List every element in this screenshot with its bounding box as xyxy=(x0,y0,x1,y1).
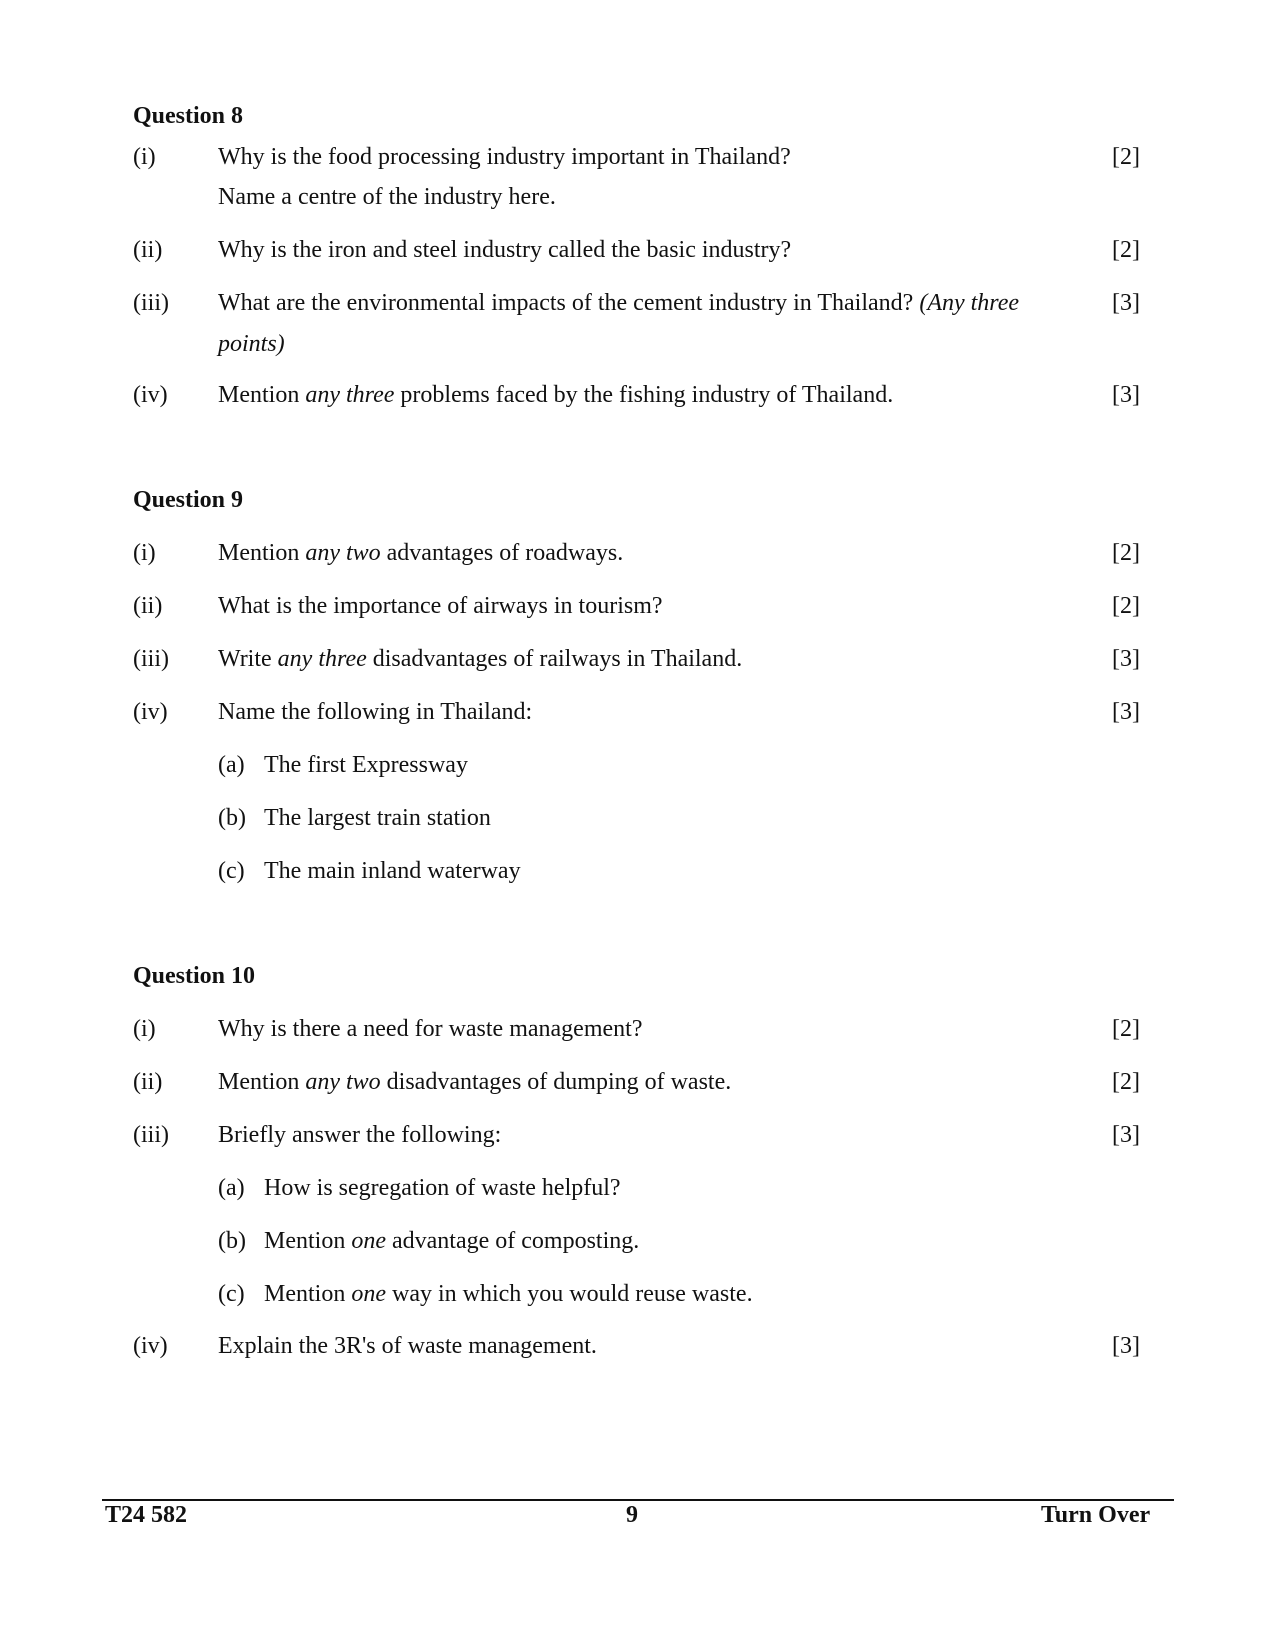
paper-code: T24 582 xyxy=(105,1502,188,1528)
q9-ii-mark: [2] xyxy=(1112,593,1140,619)
q8-iv-mark: [3] xyxy=(1112,382,1140,408)
q8-ii-text: Why is the iron and steel industry called the basic industry? xyxy=(218,237,792,263)
q10-sub-b-letter: (b) xyxy=(218,1228,246,1254)
q8-i-text: Why is the food processing industry important in Thailand? xyxy=(218,144,791,170)
q8-iii-number: (iii) xyxy=(133,290,169,316)
footer-rule xyxy=(102,1499,1174,1501)
q10-sub-b-text: Mention one advantage of composting. xyxy=(264,1228,640,1254)
q10-iii-number: (iii) xyxy=(133,1122,169,1148)
q10-sub-a-text: How is segregation of waste helpful? xyxy=(264,1175,621,1201)
q10-i-number: (i) xyxy=(133,1016,156,1042)
q9-iii-text: Write any three disadvantages of railways in Thailand. xyxy=(218,646,743,672)
q10-sub-c-text: Mention one way in which you would reuse waste. xyxy=(264,1281,753,1307)
question-8-heading: Question 8 xyxy=(133,103,244,129)
q10-iv-number: (iv) xyxy=(133,1333,168,1359)
q9-i-mark: [2] xyxy=(1112,540,1140,566)
q10-ii-number: (ii) xyxy=(133,1069,163,1095)
q10-i-mark: [2] xyxy=(1112,1016,1140,1042)
q9-iii-number: (iii) xyxy=(133,646,169,672)
q9-iv-number: (iv) xyxy=(133,699,168,725)
q10-iii-mark: [3] xyxy=(1112,1122,1140,1148)
q9-i-number: (i) xyxy=(133,540,156,566)
q8-iii-mark: [3] xyxy=(1112,290,1140,316)
q9-sub-b-text: The largest train station xyxy=(264,805,491,831)
q8-i-number: (i) xyxy=(133,144,156,170)
q9-ii-text: What is the importance of airways in tourism? xyxy=(218,593,663,619)
q9-iii-mark: [3] xyxy=(1112,646,1140,672)
q10-sub-a-letter: (a) xyxy=(218,1175,245,1201)
turn-over-label: Turn Over xyxy=(1041,1502,1151,1528)
question-10-heading: Question 10 xyxy=(133,963,256,989)
q8-ii-mark: [2] xyxy=(1112,237,1140,263)
q10-iii-text: Briefly answer the following: xyxy=(218,1122,502,1148)
q8-iii-text-line2: points) xyxy=(218,331,285,357)
q10-iv-mark: [3] xyxy=(1112,1333,1140,1359)
q8-iii-italic-note: (Any three xyxy=(919,290,1020,316)
q9-sub-c-text: The main inland waterway xyxy=(264,858,521,884)
q8-i-text-line2: Name a centre of the industry here. xyxy=(218,184,556,210)
page-number: 9 xyxy=(626,1502,638,1528)
q8-ii-number: (ii) xyxy=(133,237,163,263)
q8-iv-text: Mention any three problems faced by the fishing industry of Thailand. xyxy=(218,382,894,408)
question-9-heading: Question 9 xyxy=(133,487,244,513)
q8-iii-text: What are the environmental impacts of the cement industry in Thailand? (Any three xyxy=(218,290,1020,316)
q10-sub-c-letter: (c) xyxy=(218,1281,245,1307)
q9-sub-a-text: The first Expressway xyxy=(264,752,468,778)
q10-i-text: Why is there a need for waste management? xyxy=(218,1016,643,1042)
q8-iv-number: (iv) xyxy=(133,382,168,408)
q10-ii-mark: [2] xyxy=(1112,1069,1140,1095)
q9-iv-mark: [3] xyxy=(1112,699,1140,725)
q9-i-text: Mention any two advantages of roadways. xyxy=(218,540,624,566)
q9-sub-c-letter: (c) xyxy=(218,858,245,884)
q9-ii-number: (ii) xyxy=(133,593,163,619)
q10-iv-text: Explain the 3R's of waste management. xyxy=(218,1333,597,1359)
q9-iv-text: Name the following in Thailand: xyxy=(218,699,533,725)
q9-sub-a-letter: (a) xyxy=(218,752,245,778)
q8-i-mark: [2] xyxy=(1112,144,1140,170)
q9-sub-b-letter: (b) xyxy=(218,805,246,831)
q10-ii-text: Mention any two disadvantages of dumping of waste. xyxy=(218,1069,732,1095)
